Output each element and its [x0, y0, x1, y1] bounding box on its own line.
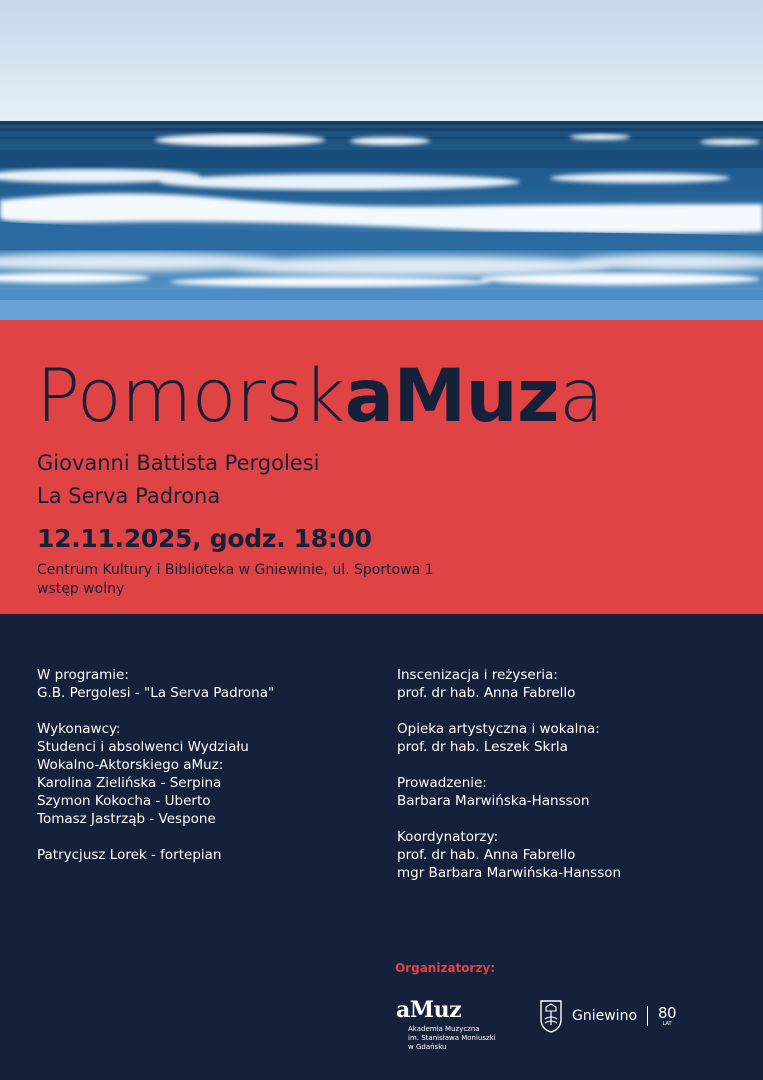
coordinators-heading: Koordynatorzy:: [397, 829, 499, 845]
event-datetime: 12.11.2025, godz. 18:00: [37, 524, 372, 553]
coordinator-name: prof. dr hab. Anna Fabrello: [397, 847, 576, 863]
amuz-name-line: w Gdańsku: [408, 1043, 447, 1051]
programme-section: [0, 614, 763, 1080]
coordinator-name: mgr Barbara Marwińska-Hansson: [397, 865, 622, 881]
amuz-name-line: im. Stanisława Moniuszki: [408, 1034, 496, 1042]
cast-member: Szymon Kokocha - Uberto: [37, 793, 211, 809]
amuz-logo-text: [408, 1025, 496, 1052]
programme-left-column: [37, 666, 377, 864]
performers-line: Wokalno-Aktorskiego aMuz:: [37, 757, 224, 773]
amuz-logo: [396, 997, 496, 1051]
sea-photo: [0, 0, 763, 320]
direction-heading: Inscenizacja i reżyseria:: [397, 667, 558, 683]
anniversary-number: 80: [658, 1003, 677, 1022]
cast-member: Karolina Zielińska - Serpina: [37, 775, 222, 791]
artistic-care-name: prof. dr hab. Leszek Skrla: [397, 739, 568, 755]
direction-name: prof. dr hab. Anna Fabrello: [397, 685, 576, 701]
title-part-pomorsk: Pomorsk: [36, 354, 345, 439]
composer-name: Giovanni Battista Pergolesi: [37, 451, 320, 475]
event-title: [36, 354, 604, 439]
event-info-band: [0, 320, 763, 614]
host-heading: Prowadzenie:: [397, 775, 487, 791]
organizers-label: Organizatorzy:: [395, 961, 496, 975]
title-part-amuz: aMuz: [344, 354, 560, 439]
work-title: La Serva Padrona: [37, 484, 221, 508]
artistic-care-heading: Opieka artystyczna i wokalna:: [397, 721, 600, 737]
host-name: Barbara Marwińska-Hansson: [397, 793, 590, 809]
cast-member: Tomasz Jastrząb - Vespone: [37, 811, 216, 827]
sea-waves-image: [0, 0, 763, 320]
gniewino-name: Gniewino: [572, 1008, 638, 1024]
admission-info: wstęp wolny: [37, 581, 125, 597]
gniewino-crest-icon: [539, 999, 563, 1033]
programme-item: G.B. Pergolesi - "La Serva Padrona": [37, 685, 275, 701]
amuz-name-line: Akademia Muzyczna: [408, 1025, 480, 1033]
anniversary-word: LAT: [662, 1020, 672, 1027]
performers-line: Studenci i absolwenci Wydziału: [37, 739, 249, 755]
amuz-logo-mark: aMuz: [396, 997, 462, 1023]
programme-right-column: [397, 666, 737, 882]
programme-heading: W programie:: [37, 667, 129, 683]
pianist: Patrycjusz Lorek - fortepian: [37, 847, 222, 863]
anniversary-badge: [658, 1003, 677, 1027]
logo-divider: [647, 1006, 648, 1026]
title-part-a: a: [559, 354, 604, 439]
event-venue: Centrum Kultury i Biblioteka w Gniewinie, ul. Sportowa 1: [37, 562, 434, 578]
performers-heading: Wykonawcy:: [37, 721, 121, 737]
gniewino-logo: [539, 998, 676, 1034]
